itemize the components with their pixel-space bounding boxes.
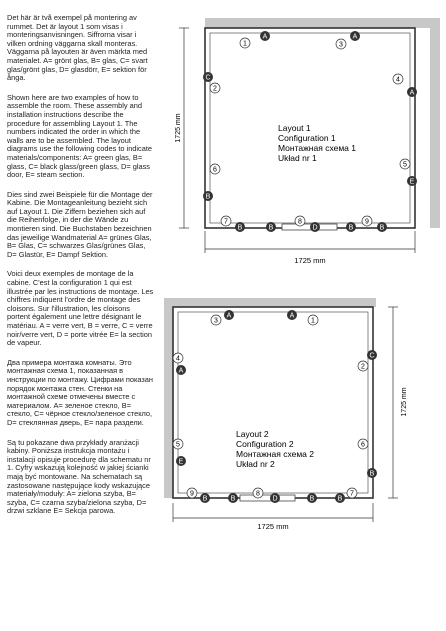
svg-text:E: E [178,458,184,466]
layout-label-1: Layout 2 [236,429,269,439]
svg-text:C: C [205,74,211,82]
svg-text:B: B [205,193,211,201]
wall-number-4 [393,74,403,84]
svg-text:B: B [369,470,375,478]
svg-text:A: A [262,33,268,41]
svg-text:5: 5 [176,441,180,449]
wall-number-1 [308,315,318,325]
material-letter-a-top-right [287,310,297,320]
wall-right-shading [430,18,440,228]
door-threshold [282,224,337,230]
wall-number-5 [173,439,183,449]
wall-number-6 [358,439,368,449]
svg-text:E: E [409,178,415,186]
material-letter-a-top-left [260,31,270,41]
wall-number-7 [221,216,231,226]
svg-text:4: 4 [396,76,400,84]
svg-text:1: 1 [311,317,315,325]
svg-text:B: B [348,224,354,232]
wall-number-1 [240,38,250,48]
wall-top-shading [205,18,440,28]
material-letter-b-bottom-3 [307,493,317,503]
wall-number-9 [187,488,197,498]
svg-text:7: 7 [224,218,228,226]
svg-text:3: 3 [339,41,343,49]
paragraph-french: Voici deux exemples de montage de la cabine. C'est la configuration 1 qui est illustrée par les instructions de montage. Les chiffres indiquent l'ordre de montage des cloisons. Sur l'illustration, les cloisons portent également une lettre désignant le matériau. A = verre vert, B = verre, C = verre noir/verre vert, D = porte vitrée E= la section de vapeur. [7,269,154,348]
svg-text:A: A [178,367,184,375]
layout-label-3: Монтажная схема 2 [236,449,314,459]
svg-text:6: 6 [361,441,365,449]
svg-text:C: C [369,352,375,360]
material-letter-b-right [367,468,377,478]
wall-number-8 [253,488,263,498]
layout-label-1: Layout 1 [278,123,311,133]
wall-number-7 [347,488,357,498]
svg-text:8: 8 [298,218,302,226]
door-threshold [240,495,295,501]
svg-text:5: 5 [403,161,407,169]
material-letter-b-bottom-2 [266,222,276,232]
layout-label-2: Configuration 2 [236,439,294,449]
svg-text:A: A [352,33,358,41]
dim-label-vertical: 1725 mm [401,387,408,417]
wall-number-5 [400,159,410,169]
wall-number-2 [210,83,220,93]
layout-2-diagram [160,298,440,536]
material-letter-c-left [203,72,213,82]
paragraph-swedish: Det här är två exempel på montering av rummet. Det är layout 1 som visas i monteringsanvisningen. Siffrorna visar i vilken ordning väggarna skall monteras. Väggarna på layouten är även märkta med materialet. A= grönt glas, B= glas, C= svart glas/grönt glas, D= glasdörr, E= sektion för ånga. [7,13,148,83]
dim-label-horizontal: 1725 mm [294,256,326,265]
svg-text:B: B [309,495,315,503]
dim-label-vertical: 1725 mm [175,113,182,143]
layout-label-4: Układ nr 2 [236,459,275,469]
svg-text:D: D [272,495,278,503]
svg-text:A: A [289,312,295,320]
material-letter-b-bottom-4 [377,222,387,232]
svg-text:4: 4 [176,355,180,363]
svg-text:2: 2 [213,85,217,93]
material-letter-b-bottom-4 [335,493,345,503]
material-letter-c-right [367,350,377,360]
material-letter-b-bottom-3 [346,222,356,232]
material-letter-d-door [270,493,280,503]
svg-text:D: D [312,224,318,232]
layout-label-2: Configuration 1 [278,133,336,143]
svg-text:3: 3 [214,317,218,325]
paragraph-russian: Два примера монтажа комнаты. Это монтажная схема 1, показанная в инструкции по монтажу. Цифрами показан порядок монтажа стен. Стенки на монтажной схеме отмечены вместе с материалом. A= зеленое стекло, B= стекло, C= чёрное стекло/зеленое стекло, D= стеклянная дверь, E= пара раздели. [7,357,154,427]
svg-text:B: B [202,495,208,503]
paragraph-german: Dies sind zwei Beispiele für die Montage der Kabine. Die Montageanleitung bezieht sich auf Layout 1. Die Ziffern beziehen sich auf die Reihenfolge, in der die Wände zu montieren sind. Die Buchstaben bezeichnen das jeweilige Wandmaterial A= grünes Glas, B= Glas, C= schwarzes Glas/grünes Glas, D= Glastür, E= Dampf Sektion. [7,189,153,259]
wall-number-8 [295,216,305,226]
wall-number-2 [358,361,368,371]
material-letter-a-top-left [224,310,234,320]
wall-number-6 [210,164,220,174]
wall-top-shading [164,298,376,307]
layout-label-3: Монтажная схема 1 [278,143,356,153]
material-letter-b-left [203,191,213,201]
svg-text:2: 2 [361,363,365,371]
layout-1-diagram [160,15,440,290]
wall-left-shading [164,298,173,498]
svg-text:B: B [268,224,274,232]
dim-label-horizontal: 1725 mm [257,522,289,531]
svg-text:8: 8 [256,490,260,498]
material-letter-b-bottom-1 [235,222,245,232]
material-letter-a-top-right [350,31,360,41]
material-letter-a-left [176,365,186,375]
wall-number-3 [211,315,221,325]
wall-number-3 [336,39,346,49]
svg-text:1: 1 [243,40,247,48]
material-letter-a-right [407,87,417,97]
instructions-text [7,14,155,527]
material-letter-e-left [176,456,186,466]
svg-text:9: 9 [365,218,369,226]
material-letter-d-door [310,222,320,232]
svg-text:9: 9 [190,490,194,498]
svg-text:B: B [237,224,243,232]
svg-text:B: B [337,495,343,503]
cabin-outer-frame [173,307,373,498]
svg-text:7: 7 [350,490,354,498]
material-letter-e-right [407,176,417,186]
svg-text:A: A [226,312,232,320]
wall-number-4 [173,353,183,363]
paragraph-english: Shown here are two examples of how to assemble the room. These assembly and installation instructions describe the procedure for assembling Layout 1. The numbers indicated the order in which the walls are to be assembled. The layout diagrams use the following codes to indicate materials/components: A= green glas, B= glass, C= black glass/green glass, D= glass door, E= steam section. [7,92,153,180]
layout-label-4: Układ nr 1 [278,153,317,163]
material-letter-b-bottom-1 [200,493,210,503]
svg-text:B: B [230,495,236,503]
svg-text:A: A [409,89,415,97]
material-letter-b-bottom-2 [228,493,238,503]
wall-number-9 [362,216,372,226]
paragraph-polish: Są tu pokazane dwa przykłady aranżacji kabiny. Poniższa instrukcja montażu i instalacji opisuje procedurę dla schematu nr 1. Cyfry wskazują kolejność w jakiej ścianki mają być montowane. Na schematach są zastosowane następujące kody wskazujące materiały/moduły: A= zielona szyba, B= szyba, C= czarna szyba/zielona szyba, D= drzwi szklane E= Sekcja parowa. [7,437,151,516]
svg-text:B: B [379,224,385,232]
svg-text:6: 6 [213,166,217,174]
